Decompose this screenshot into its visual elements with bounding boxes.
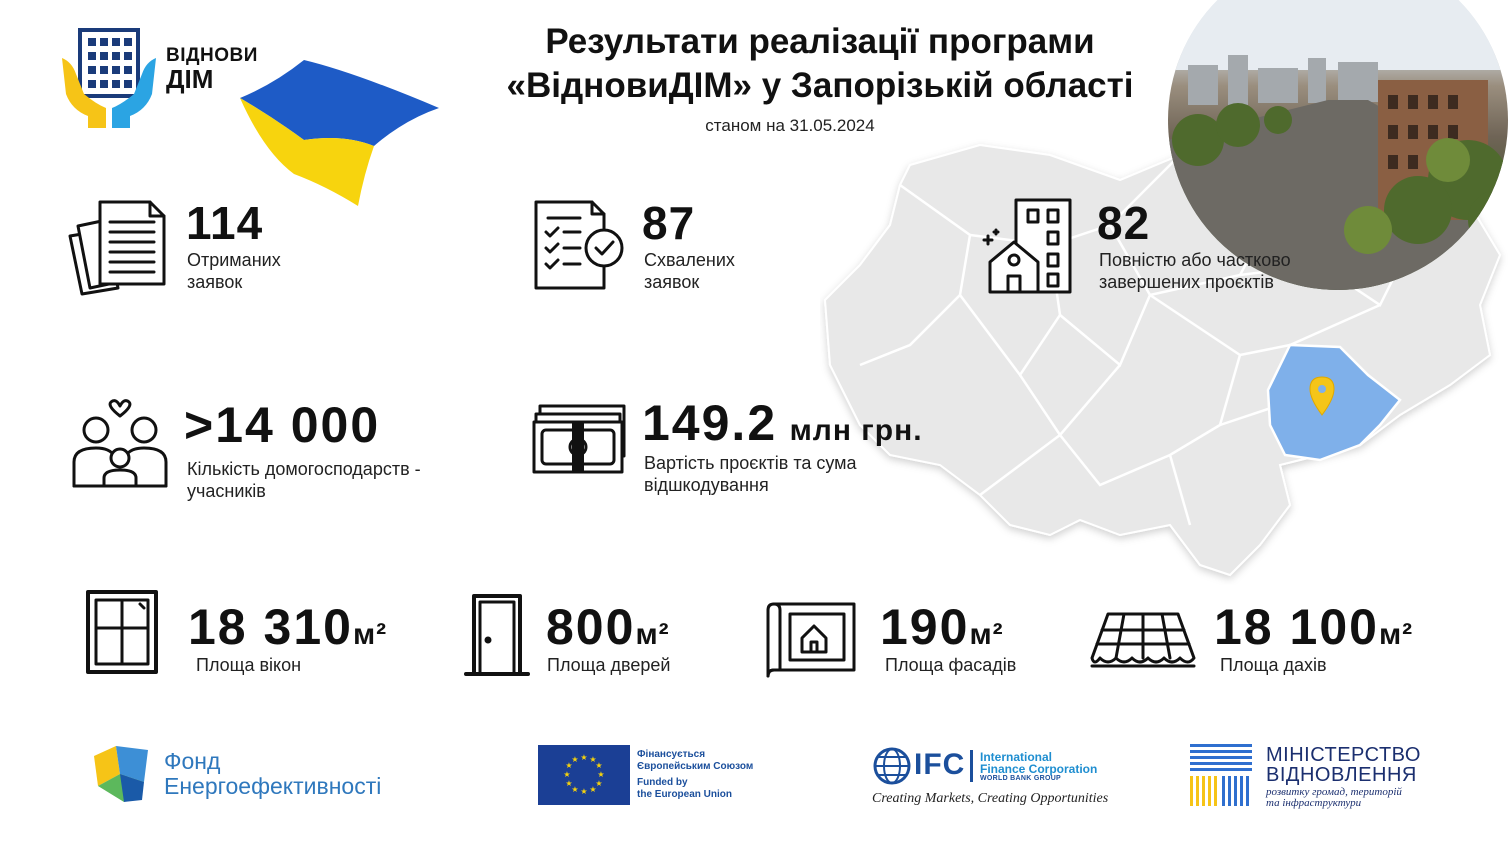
stat-cost-unit: млн грн. — [789, 414, 923, 447]
globe-icon — [872, 746, 912, 786]
svg-text:★: ★ — [589, 785, 597, 794]
stat-applications-label: Отриманих заявок — [187, 250, 281, 292]
svg-text:★: ★ — [571, 785, 579, 794]
building-house-icon — [982, 196, 1078, 296]
area-doors — [546, 599, 670, 655]
report-date: станом на 31.05.2024 — [705, 116, 875, 135]
money-stack-icon — [530, 402, 630, 476]
facade-plan-icon — [762, 600, 860, 680]
area-roofs-value: 18 100 — [1214, 599, 1379, 655]
stat-cost — [642, 395, 923, 451]
stat-cost-label: Вартість проєктів та сума відшкодування — [644, 453, 857, 495]
area-facades — [880, 599, 1004, 655]
door-icon — [462, 590, 532, 680]
ministry-logo-icon — [1190, 744, 1252, 806]
area-windows-unit: м² — [352, 618, 388, 651]
vidnovydim-logo — [58, 24, 258, 134]
ukraine-flag-icon — [234, 54, 444, 210]
svg-text:★: ★ — [571, 755, 579, 764]
checklist-approved-icon — [530, 196, 630, 296]
area-doors-label: Площа дверей — [547, 655, 671, 675]
logo-line1: ВІДНОВИ — [166, 45, 258, 66]
stat-completed-value: 82 — [1097, 197, 1151, 249]
area-facades-label: Площа фасадів — [885, 655, 1017, 675]
stat-approved-label: Схвалених заявок — [644, 250, 735, 292]
stat-cost-value: 149.2 — [642, 395, 778, 451]
area-facades-value: 190 — [880, 599, 970, 655]
svg-text:★: ★ — [565, 761, 573, 770]
ifc-divider — [970, 750, 973, 782]
ifc-tagline: Creating Markets, Creating Opportunities — [872, 791, 1109, 806]
title-line1: Результати реалізації програми — [545, 22, 1095, 61]
svg-text:★: ★ — [589, 755, 597, 764]
area-doors-value: 800 — [546, 599, 636, 655]
eu-funded-text: Фінансується Європейським Союзом Funded by the European Union — [637, 749, 754, 800]
fee-logo-icon — [90, 742, 154, 806]
svg-text:★: ★ — [595, 761, 603, 770]
family-icon — [70, 394, 170, 490]
area-roofs — [1214, 599, 1414, 655]
stat-completed-label: Повністю або частково завершених проєктів — [1099, 250, 1291, 292]
area-windows — [188, 599, 388, 655]
svg-text:★: ★ — [595, 779, 603, 788]
stat-applications-value: 114 — [186, 197, 264, 249]
window-icon — [84, 588, 160, 676]
documents-icon — [66, 196, 170, 300]
logo-line2: ДІМ — [166, 64, 214, 94]
area-facades-unit: м² — [969, 618, 1004, 651]
area-doors-unit: м² — [635, 618, 670, 651]
svg-text:★: ★ — [597, 770, 605, 779]
fee-logo-text: Фонд Енергоефективності — [164, 748, 382, 799]
ifc-abbr: IFC — [914, 748, 966, 781]
ministry-name: МІНІСТЕРСТВО ВІДНОВЛЕННЯ розвитку громад, територій та інфраструктури — [1266, 744, 1421, 809]
svg-text:★: ★ — [565, 779, 573, 788]
svg-text:★: ★ — [580, 753, 588, 762]
roof-tiles-icon — [1088, 610, 1198, 672]
area-windows-label: Площа вікон — [196, 655, 302, 675]
area-roofs-label: Площа дахів — [1220, 655, 1327, 675]
title-line2: «ВідновиДІМ» у Запорізькій області — [506, 66, 1134, 105]
ifc-name: International Finance Corporation WORLD BANK GROUP — [980, 750, 1098, 782]
page-title — [430, 20, 1210, 108]
svg-text:★: ★ — [563, 770, 571, 779]
stat-approved-value: 87 — [642, 197, 696, 249]
stat-households-value: >14 000 — [184, 397, 381, 453]
svg-text:★: ★ — [580, 787, 588, 796]
area-windows-value: 18 310 — [188, 599, 353, 655]
stat-households-label: Кількість домогосподарств - учасників — [187, 459, 421, 501]
house-hands-icon — [58, 24, 168, 130]
area-roofs-unit: м² — [1378, 618, 1414, 651]
eu-flag-icon — [538, 745, 630, 805]
